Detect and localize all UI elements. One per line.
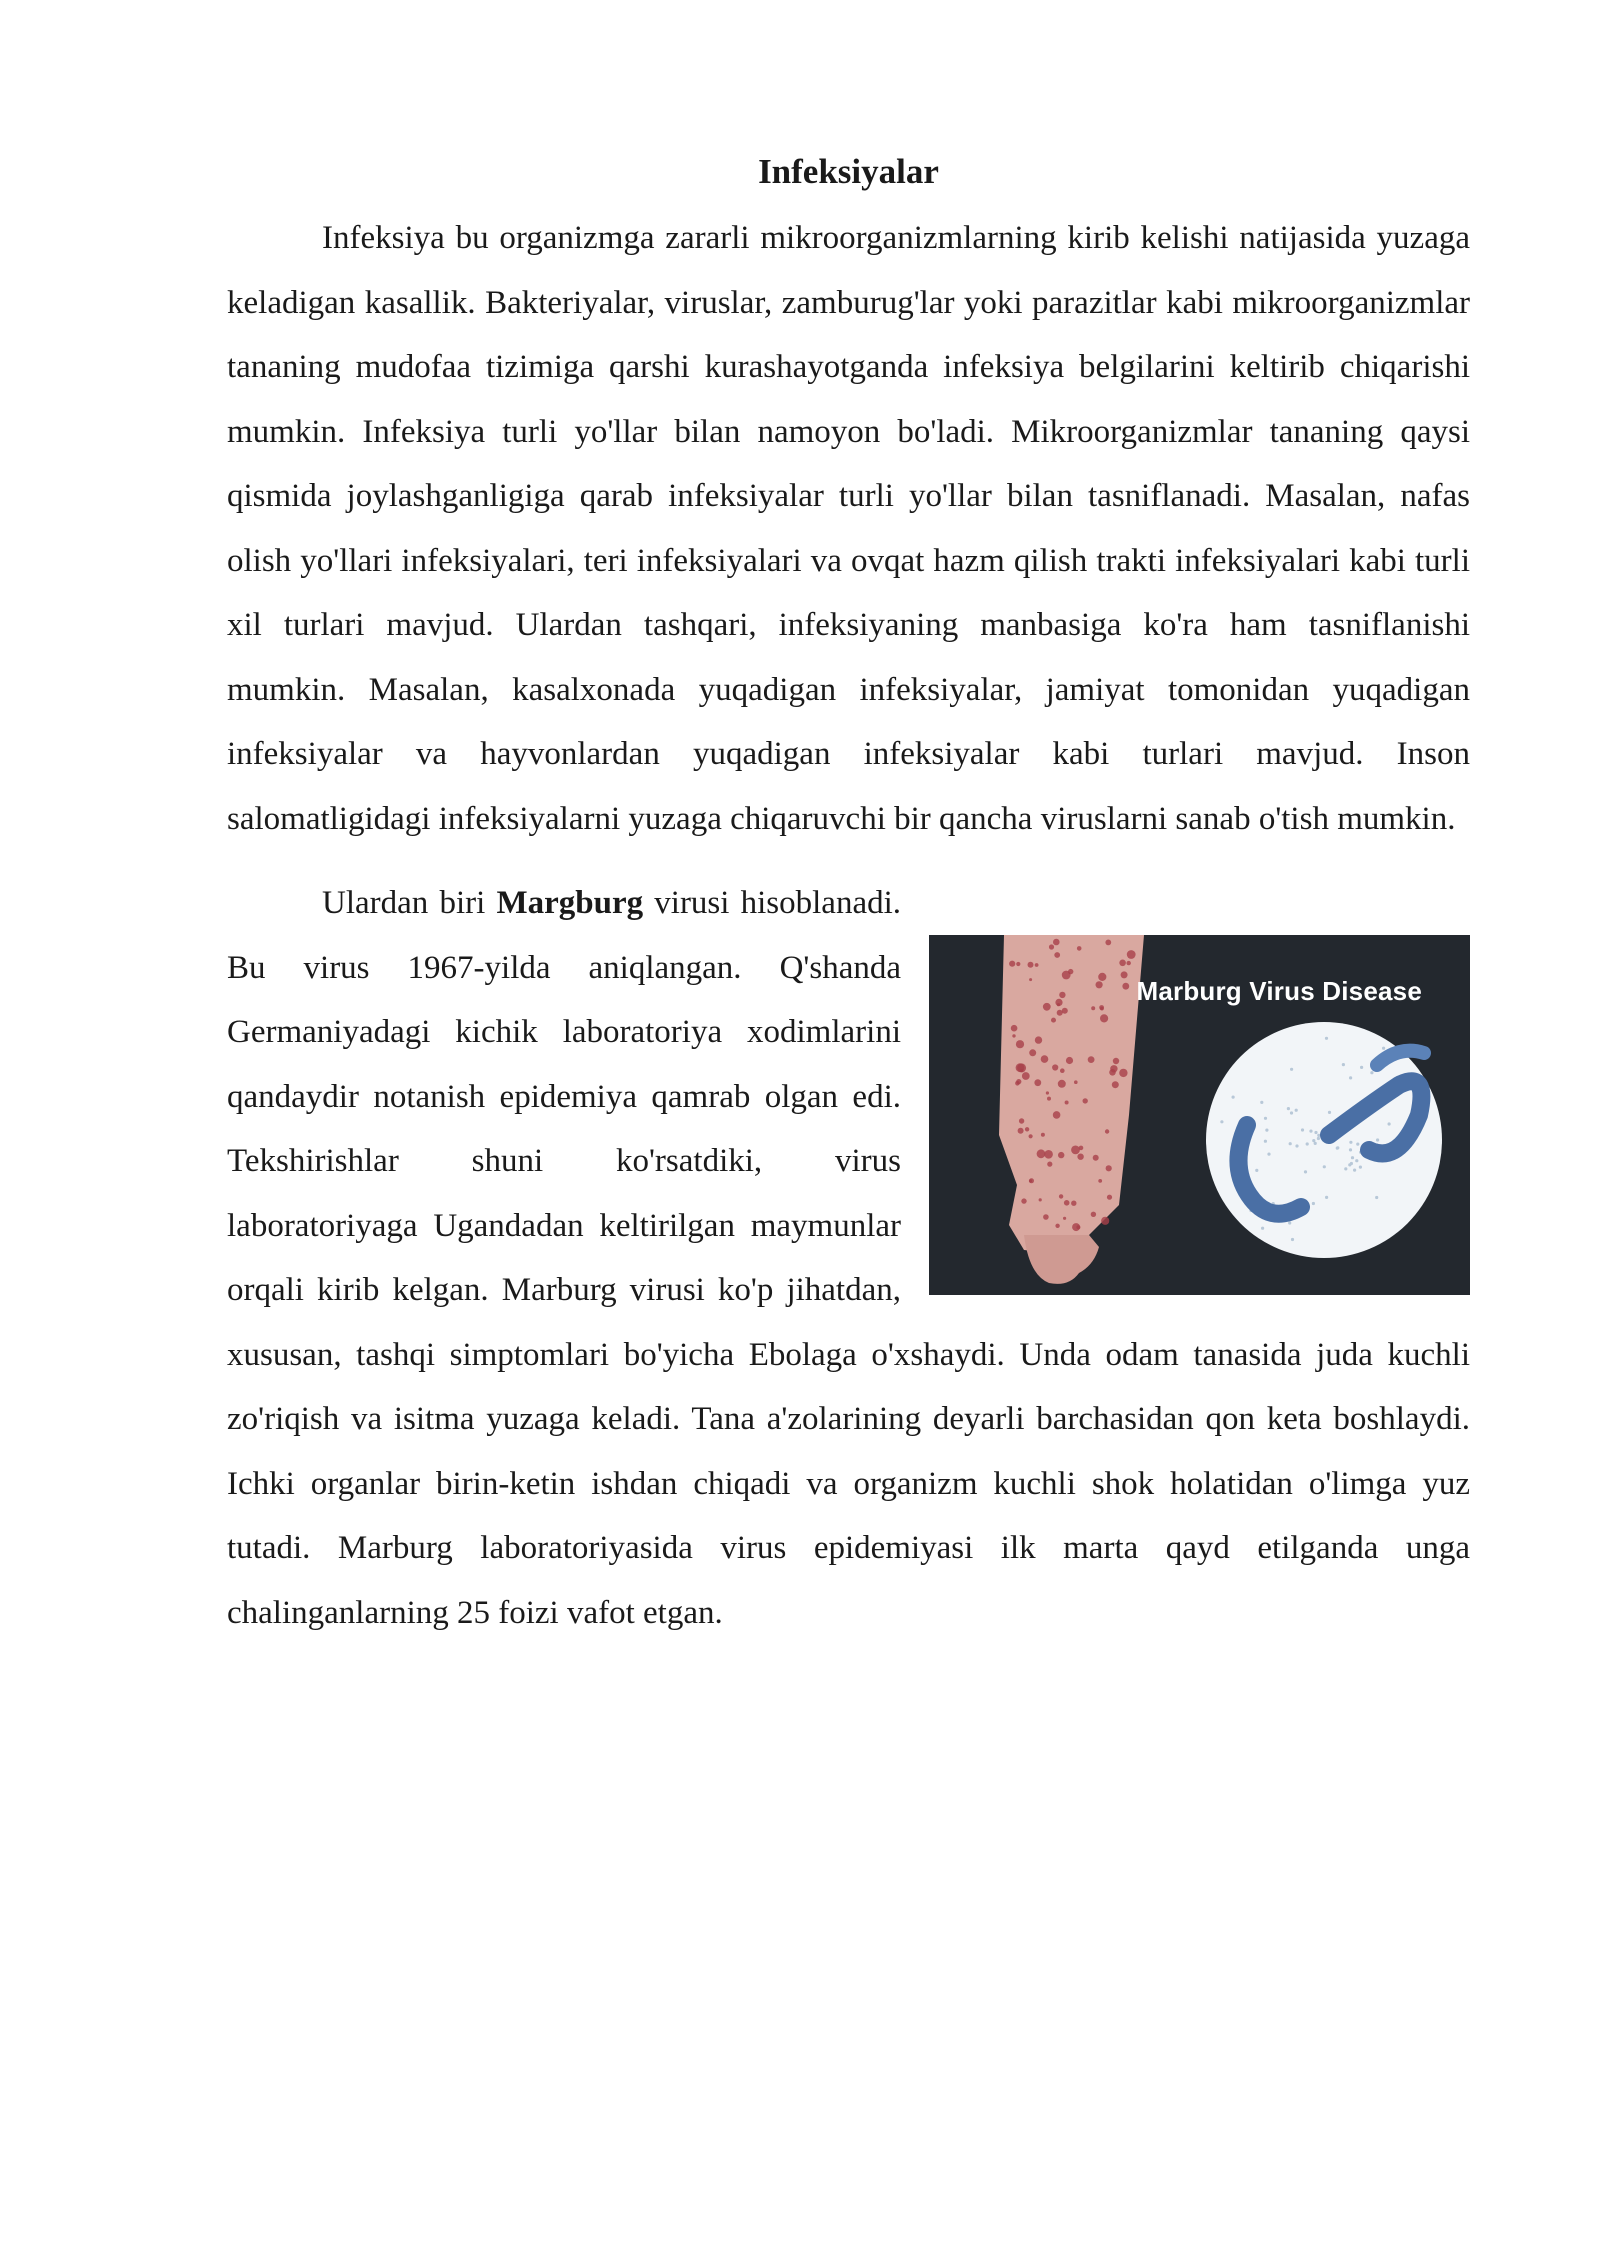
rash-spot [1018, 1128, 1024, 1134]
rash-spot [1107, 1195, 1112, 1200]
rash-spot [1113, 1058, 1119, 1064]
cell-dot [1232, 1096, 1235, 1099]
cell-dot [1342, 1063, 1345, 1066]
cell-dot [1359, 1166, 1362, 1169]
cell-dot [1388, 1122, 1391, 1125]
cell-dot [1264, 1117, 1267, 1120]
rash-spot [1021, 1198, 1026, 1203]
cell-dot [1355, 1159, 1358, 1162]
cell-dot [1312, 1202, 1315, 1205]
rash-spot [1127, 950, 1136, 959]
rash-spot [1053, 939, 1060, 946]
cell-dot [1267, 1153, 1270, 1156]
rash-spot [1035, 1036, 1042, 1043]
rash-spot [1110, 1065, 1117, 1072]
cell-dot [1349, 1141, 1352, 1144]
paragraph-infection-intro: Infeksiya bu organizmga zararli mikroorganizmlarning kirib kelishi natijasida yuzaga keladigan kasallik. Bakteriyalar, viruslar, zamburug'lar yoki parazitlar kabi mikroorganizmlar tananing mudofaa tizimiga qarshi kurashayotganda infeksiya belgilarini keltirib chiqarishi mumkin. Infeksiya turli yo'llar bilan namoyon bo'ladi. Mikroorganizmlar tananing qaysi qismida joylashganligiga qarab infeksiyalar turli yo'llar bilan tasniflanadi. Masalan, nafas olish yo'llari infeksiyalari, teri infeksiyalari va ovqat hazm qilish trakti infeksiyalari kabi turli xil turlari mavjud. Ulardan tashqari, infeksiyaning manbasiga ko'ra ham tasniflanishi mumkin. Masalan, kasalxonada yuqadigan infeksiyalar, jamiyat tomonidan yuqadigan infeksiyalar va hayvonlardan yuqadigan infeksiyalar kabi turlari mavjud. Inson salomatligidagi infeksiyalarni yuzaga chiqaruvchi bir qancha viruslarni sanab o'tish mumkin. [227, 220, 1470, 837]
cell-dot [1255, 1169, 1258, 1172]
rash-spot [1055, 1224, 1059, 1228]
cell-dot [1306, 1142, 1309, 1145]
cell-dot [1323, 1165, 1326, 1168]
cell-dot [1370, 1071, 1373, 1074]
cell-dot [1309, 1130, 1312, 1133]
cell-dot [1295, 1109, 1298, 1112]
rash-spot [1058, 1152, 1064, 1158]
cell-dot [1301, 1128, 1304, 1131]
rash-spot [1106, 1165, 1112, 1171]
cell-dot [1295, 1144, 1298, 1147]
paragraph-marburg-intro: Ulardan biri [322, 885, 497, 921]
rash-spot [1016, 1079, 1021, 1084]
cell-dot [1382, 1047, 1385, 1050]
hand-shape [1024, 1235, 1099, 1284]
rash-spot [1063, 1217, 1066, 1220]
rash-spot [1041, 1133, 1045, 1137]
rash-spot [1105, 940, 1111, 946]
cell-dot [1325, 1196, 1328, 1199]
cell-dot [1265, 1129, 1268, 1132]
rash-spot [1046, 1091, 1049, 1094]
cell-dot [1291, 1238, 1294, 1241]
cell-dot [1314, 1131, 1317, 1134]
paragraph-marburg-rest: virusi hisoblanadi. Bu virus 1967-yilda aniqlangan. Q'shanda Germaniyadagi kichik laboratoriya xodimlarini qandaydir notanish epidemiya qamrab olgan edi. Tekshirishlar shuni ko'rsatdiki, virus laboratoriyaga Ugandadan keltirilgan maymunlar orqali kirib kelgan. Marburg virusi ko'p jihatdan, xususan, tashqi simptomlari bo'yicha Ebolaga o'xshaydi. Unda odam tanasida juda kuchli zo'riqish va isitma yuzaga keladi. Tana a'zolarining deyarli barchasidan qon keta boshlaydi. Ichki organlar birin-ketin ishdan chiqadi va organizm kuchli shok holatidan o'limga yuz tutadi. Marburg laboratoriyasida virus epidemiyasi ilk marta qayd etilganda unga chalinganlarning 25 foizi vafot etgan. [227, 885, 1470, 1631]
cell-dot [1314, 1142, 1317, 1145]
rash-spot [1074, 1080, 1078, 1084]
cell-dot [1317, 1137, 1320, 1140]
marburg-bold-term: Margburg [496, 885, 644, 921]
rash-spot [1012, 1034, 1015, 1037]
cell-dot [1290, 1111, 1293, 1114]
rash-spot [1071, 1201, 1076, 1206]
rash-spot [1091, 1212, 1096, 1217]
rash-spot [1053, 1111, 1061, 1119]
rash-spot [1016, 1063, 1025, 1072]
rash-spot [1065, 1101, 1069, 1105]
rash-spot [1083, 1098, 1088, 1103]
rash-spot [1028, 962, 1034, 968]
rash-spot [1093, 1155, 1099, 1161]
cell-dot [1336, 1146, 1339, 1149]
rash-spot [1054, 952, 1060, 958]
rash-spot [1088, 1056, 1095, 1063]
cell-dot [1287, 1107, 1290, 1110]
cell-dot [1290, 1068, 1293, 1071]
figure-caption: Marburg Virus Disease [1136, 976, 1422, 1006]
rash-spot [1052, 1064, 1058, 1070]
cell-dot [1375, 1196, 1378, 1199]
cell-dot [1264, 1140, 1267, 1143]
rash-spot [1101, 1217, 1109, 1225]
rash-spot [1016, 962, 1020, 966]
rash-spot [1060, 1068, 1065, 1073]
rash-spot [1058, 1080, 1066, 1088]
cell-dot [1344, 1167, 1347, 1170]
rash-spot [1059, 1194, 1063, 1198]
rash-spot [1064, 1200, 1070, 1206]
rash-spot [1037, 1149, 1046, 1158]
cell-dot [1261, 1227, 1264, 1230]
rash-spot [1077, 1154, 1083, 1160]
rash-spot [1105, 1129, 1109, 1133]
rash-spot [1025, 1127, 1029, 1131]
cell-dot [1349, 1148, 1352, 1151]
cell-dot [1350, 1162, 1353, 1165]
rash-spot [1043, 1214, 1049, 1220]
rash-spot [1034, 1079, 1041, 1086]
rash-spot [1047, 1162, 1052, 1167]
paragraph-marburg [227, 871, 1470, 1645]
cell-dot [1328, 1111, 1331, 1114]
rash-spot [1016, 1040, 1024, 1048]
rash-spot [1009, 961, 1015, 967]
cell-dot [1317, 1134, 1320, 1137]
rash-spot [1041, 1055, 1049, 1063]
rash-spot [1029, 1049, 1036, 1056]
rash-spot [1119, 1069, 1127, 1077]
cell-dot [1376, 1138, 1379, 1141]
rash-spot [1029, 978, 1032, 981]
cell-dot [1312, 1139, 1315, 1142]
rash-spot [1071, 1146, 1080, 1155]
rash-spot [1019, 1118, 1024, 1123]
cell-dot [1260, 1101, 1263, 1104]
marburg-virus-image [929, 935, 1470, 1295]
rash-spot [1022, 1072, 1030, 1080]
rash-spot [1029, 1178, 1034, 1183]
rash-spot [1112, 1081, 1119, 1088]
cell-dot [1288, 1221, 1291, 1224]
rash-spot [1047, 1097, 1051, 1101]
cell-dot [1360, 1066, 1363, 1069]
cell-dot [1304, 1170, 1307, 1173]
rash-spot [1098, 1179, 1102, 1183]
document-title: Infeksiyalar [758, 152, 939, 191]
rash-spot [1011, 1025, 1018, 1032]
cell-dot [1353, 1169, 1356, 1172]
cell-dot [1220, 1120, 1223, 1123]
rash-spot [1039, 1198, 1042, 1201]
rash-spot [1076, 1225, 1080, 1229]
rash-spot [1049, 944, 1054, 949]
rash-spot [1029, 1134, 1033, 1138]
cell-dot [1356, 1143, 1359, 1146]
cell-dot [1289, 1142, 1292, 1145]
cell-dot [1351, 1156, 1354, 1159]
cell-dot [1325, 1037, 1328, 1040]
cell-dot [1349, 1076, 1352, 1079]
rash-spot [1077, 946, 1082, 951]
document-page [227, 140, 1470, 1665]
rash-spot [1035, 963, 1039, 967]
rash-spot [1066, 1057, 1073, 1064]
rash-spot [1044, 1150, 1053, 1159]
